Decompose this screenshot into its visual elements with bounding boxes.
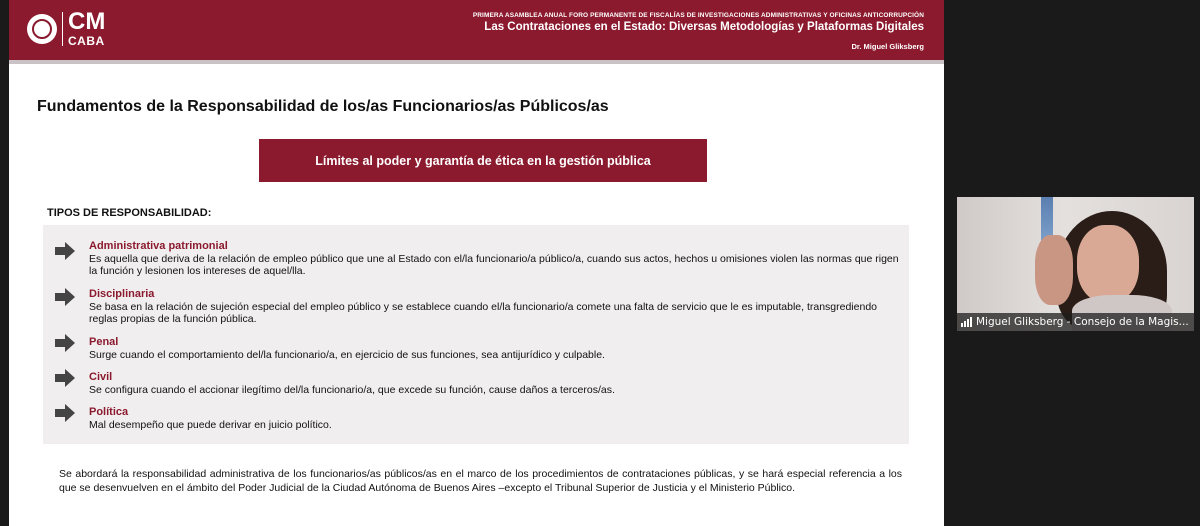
participant-hand [1035, 235, 1073, 305]
types-heading: TIPOS DE RESPONSABILIDAD: [47, 207, 212, 219]
header-divider [9, 60, 944, 64]
arrow-right-icon [54, 241, 76, 261]
arrow-right-icon [54, 368, 76, 388]
logo-cm: CM [68, 8, 106, 35]
participant-face [1077, 225, 1139, 303]
arrow-right-icon [54, 403, 76, 423]
participant-video-tile[interactable] [957, 197, 1194, 331]
seal-icon [27, 14, 57, 44]
event-name: PRIMERA ASAMBLEA ANUAL FORO PERMANENTE DE FISCALÍAS DE INVESTIGACIONES ADMINISTRATIVAS Y OFICINAS ANTICORRUPCIÓN [472, 12, 924, 19]
cmcaba-logo [27, 10, 105, 47]
type-name: Administrativa patrimonial [89, 240, 228, 252]
slide-header [9, 0, 944, 60]
shared-slide [9, 0, 944, 526]
arrow-right-icon [54, 333, 76, 353]
participant-namebar [957, 313, 1194, 331]
type-description: Surge cuando el comportamiento del/la funcionario/a, en ejercicio de sus funciones, sea antijurídico y culpable. [89, 349, 605, 361]
type-description: Mal desempeño que puede derivar en juicio político. [89, 419, 332, 431]
presenter-name: Dr. Miguel Gliksberg [851, 42, 924, 51]
type-description: Es aquella que deriva de la relación de empleo público que une al Estado con el/la funcionario/a público/a, cuando sus actos, hechos u omisiones violen las normas que rigen la función y lesionen los intereses de aquel/lla. [89, 253, 899, 277]
logo-text [68, 10, 105, 47]
type-name: Política [89, 406, 129, 418]
logo-caba: CABA [68, 34, 105, 48]
type-name: Penal [89, 336, 119, 348]
signal-bars-icon [961, 317, 972, 327]
header-info [473, 12, 924, 51]
presentation-title: Las Contrataciones en el Estado: Diversas Metodologías y Plataformas Digitales [484, 21, 924, 33]
types-list [43, 225, 909, 444]
logo-divider [62, 12, 63, 46]
slide-banner [259, 139, 707, 182]
type-description: Se basa en la relación de sujeción especial del empleo público y se establece cuando el/la funcionario/a comete una falta de servicio que le es imputable, transgrediendo reglas propias de la función pública. [89, 301, 877, 325]
slide-title: Fundamentos de la Responsabilidad de los/as Funcionarios/as Públicos/as [37, 98, 609, 115]
banner-text: Límites al poder y garantía de ética en la gestión pública [315, 153, 651, 168]
participant-name: Miguel Gliksberg - Consejo de la Magis... [976, 316, 1189, 328]
slide-footnote: Se abordará la responsabilidad administrativa de los funcionarios/as públicos/as en el marco de los procedimientos de contrataciones públicas, y se hará especial referencia a los que se desenvuelven en el ámbito del Poder Judicial de la Ciudad Autónoma de Buenos Aires –excepto el Tribunal Superior de Justicia y el Ministerio Público. [59, 468, 902, 494]
type-description: Se configura cuando el accionar ilegítimo del/la funcionario/a, que excede su función, cause daños a terceros/as. [89, 384, 615, 396]
arrow-right-icon [54, 287, 76, 307]
type-name: Civil [89, 371, 113, 383]
type-name: Disciplinaria [89, 288, 155, 300]
